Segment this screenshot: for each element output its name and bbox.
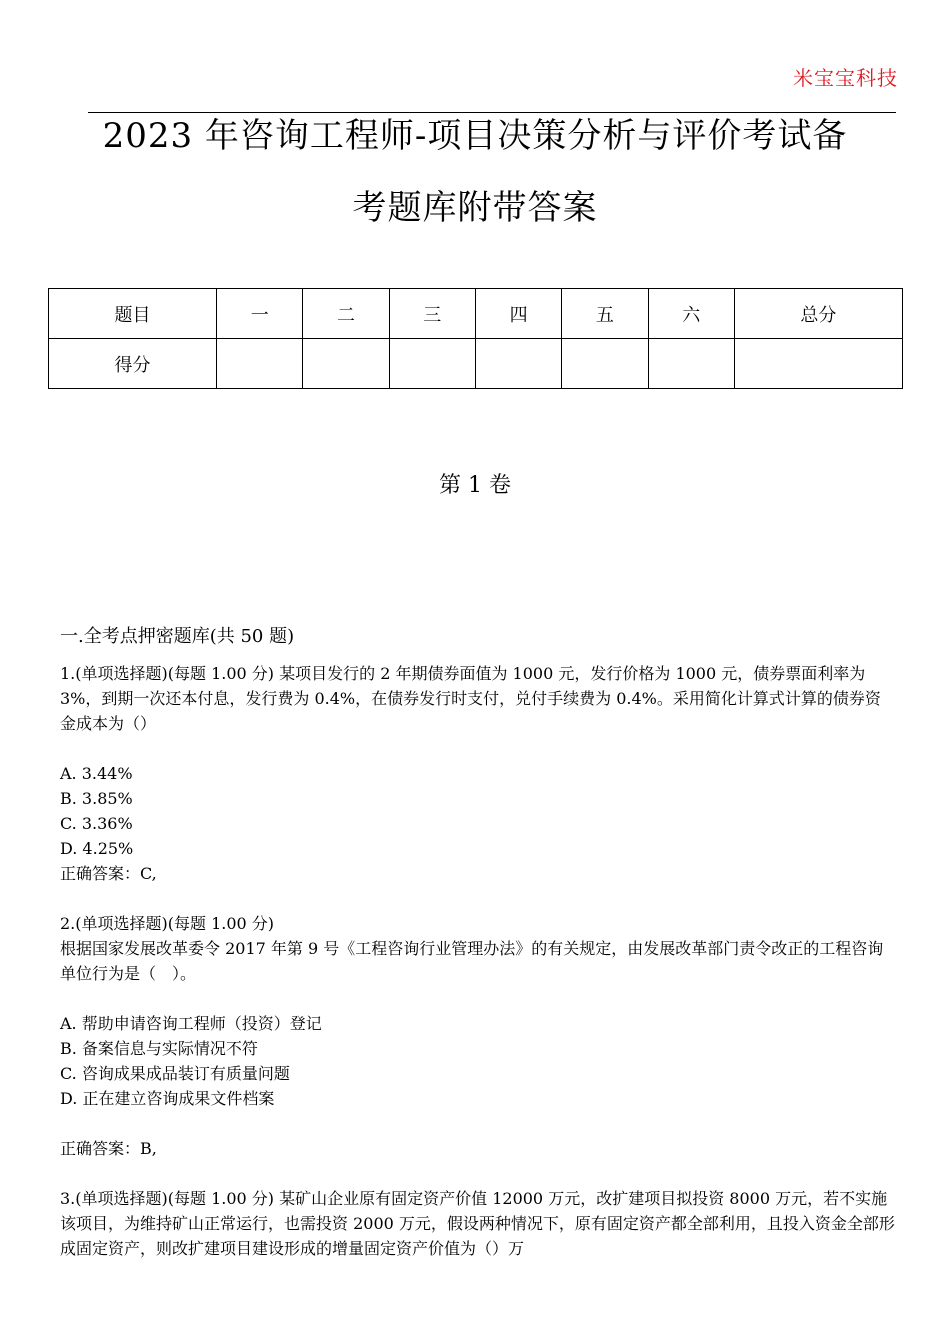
answer-text: 正确答案：C, xyxy=(60,864,157,883)
option-a: A. 帮助申请咨询工程师（投资）登记 xyxy=(60,1014,322,1033)
score-row-label: 得分 xyxy=(49,339,217,389)
volume-heading: 第 1 卷 xyxy=(439,473,511,498)
option-d: D. 正在建立咨询成果文件档案 xyxy=(60,1089,275,1108)
score-header-cell: 二 xyxy=(303,289,389,339)
brand-label: 米宝宝科技 xyxy=(793,66,898,90)
score-cell xyxy=(562,339,648,389)
option-b: B. 3.85% xyxy=(60,789,133,808)
score-header-cell: 六 xyxy=(648,289,734,339)
score-header-cell: 三 xyxy=(389,289,475,339)
option-a: A. 3.44% xyxy=(60,764,133,783)
option-c: C. 咨询成果成品装订有质量问题 xyxy=(60,1064,290,1083)
score-cell xyxy=(475,339,561,389)
score-cell xyxy=(734,339,902,389)
section-heading: 一.全考点押密题库(共 50 题) xyxy=(60,626,295,647)
question-3 xyxy=(60,1186,895,1261)
score-header-cell: 一 xyxy=(217,289,303,339)
option-b: B. 备案信息与实际情况不符 xyxy=(60,1039,258,1058)
score-cell xyxy=(389,339,475,389)
question-stem: 1.(单项选择题)(每题 1.00 分) 某项目发行的 2 年期债券面值为 1000 元，发行价格为 1000 元，债券票面利率为 3%，到期一次还本付息，发行费为 0.4%，在债券发行时支付，兑付手续费为 0.4%。采用简化计算式计算的债券资金成本为（） xyxy=(60,664,881,733)
question-stem: 根据国家发展改革委令 2017 年第 9 号《工程咨询行业管理办法》的有关规定，由发展改革部门责令改正的工程咨询单位行为是（ ）。 xyxy=(60,939,884,983)
score-header-cell: 总分 xyxy=(734,289,902,339)
question-2 xyxy=(60,911,895,1161)
score-table xyxy=(48,288,903,389)
score-table-score-row xyxy=(49,339,903,389)
question-stem-header: 2.(单项选择题)(每题 1.00 分) xyxy=(60,914,275,933)
option-d: D. 4.25% xyxy=(60,839,134,858)
document-title-line1: 2023 年咨询工程师-项目决策分析与评价考试备 xyxy=(102,116,848,156)
score-header-cell: 五 xyxy=(562,289,648,339)
option-c: C. 3.36% xyxy=(60,814,133,833)
document-title-line2: 考题库附带答案 xyxy=(352,188,598,228)
score-table-header-row xyxy=(49,289,903,339)
question-stem: 3.(单项选择题)(每题 1.00 分) 某矿山企业原有固定资产价值 12000 万元，改扩建项目拟投资 8000 万元，若不实施该项目，为维持矿山正常运行，也需投资 2000 万元，假设两种情况下，原有固定资产都全部利用，且投入资金全部形成固定资产，则改扩建项目建设形成的增量固定资产价值为（）万 xyxy=(60,1189,895,1258)
question-1 xyxy=(60,661,895,886)
score-cell xyxy=(217,339,303,389)
score-header-cell: 题目 xyxy=(49,289,217,339)
score-cell xyxy=(648,339,734,389)
answer-text: 正确答案：B, xyxy=(60,1139,157,1158)
score-header-cell: 四 xyxy=(475,289,561,339)
score-cell xyxy=(303,339,389,389)
